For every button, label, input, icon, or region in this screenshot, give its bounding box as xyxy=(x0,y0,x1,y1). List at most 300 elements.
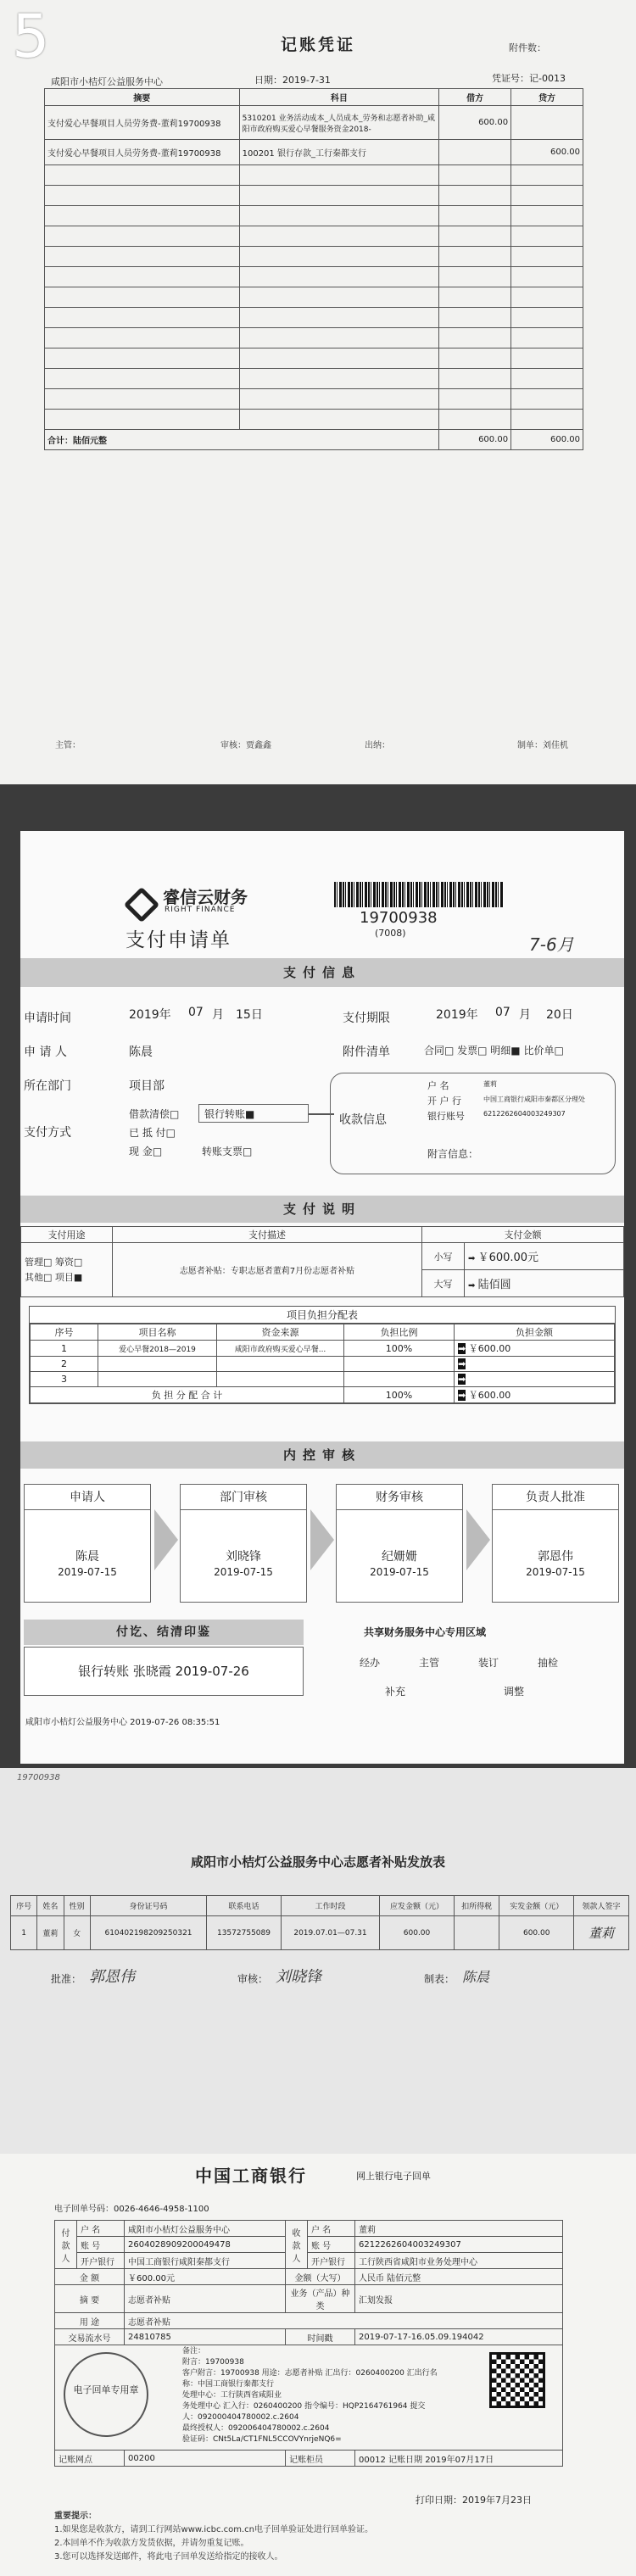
amount-big: 人民币 陆佰元整 xyxy=(355,2269,563,2285)
total-row xyxy=(45,430,583,450)
verify-row xyxy=(182,2434,559,2445)
empty-cell xyxy=(439,369,511,389)
empty-cell xyxy=(439,165,511,186)
attachments-label: 附件清单 xyxy=(343,1045,390,1059)
dept-label: 所在部门 xyxy=(24,1079,71,1093)
subsidy-title: 咸阳市小桔灯公益服务中心志愿者补贴发放表 xyxy=(190,1854,445,1870)
logo-text: 睿信云财务 xyxy=(163,887,248,907)
row-credit xyxy=(511,106,583,140)
apply-month: 07 xyxy=(188,1006,204,1019)
field-label: 开户银行 xyxy=(77,2253,125,2269)
subsidy-cell: 2019.07.01—07.31 xyxy=(281,1916,380,1950)
bottom-value: 2019年07月17日 xyxy=(425,2455,494,2465)
bank-name: 中国工商银行 xyxy=(195,2166,307,2186)
table-row xyxy=(55,2269,563,2285)
subsidy-cell: 600.00 xyxy=(380,1916,454,1950)
subsidy-cell: 600.00 xyxy=(499,1916,573,1950)
deadline-month: 07 xyxy=(495,1006,510,1019)
amount-header: 支付金额 xyxy=(422,1227,624,1243)
maker-signature: 陈晨 xyxy=(462,1969,490,1985)
section-internal-audit: 内控审核 xyxy=(20,1441,624,1469)
empty-cell xyxy=(45,308,240,328)
receive-info-label: 收款信息 xyxy=(339,1113,387,1127)
voucher-number: 凭证号：记-0013 xyxy=(492,73,566,84)
empty-cell xyxy=(511,186,583,206)
total-label: 合计：陆佰元整 xyxy=(45,430,439,450)
voucher-table xyxy=(44,88,583,450)
payer-bank: 中国工商银行咸阳秦都支行 xyxy=(125,2253,286,2269)
stamp-text: 银行转账 张晓霞 2019-07-26 xyxy=(24,1647,304,1696)
check-option: 转账支票□ xyxy=(202,1146,253,1157)
empty-cell xyxy=(439,410,511,430)
subsidy-header: 扣所得税 xyxy=(454,1896,499,1916)
empty-cell xyxy=(45,267,240,287)
review-label: 审核： xyxy=(237,1973,269,1985)
big-amount-cell xyxy=(465,1270,624,1297)
empty-cell xyxy=(439,267,511,287)
shared-role: 主管 xyxy=(419,1657,440,1669)
subsidy-cell: 610402198209250321 xyxy=(90,1916,207,1950)
flow-arrow-icon xyxy=(466,1509,490,1570)
use-options xyxy=(21,1243,113,1297)
field-label: 户 名 xyxy=(308,2221,355,2237)
empty-row xyxy=(45,369,583,389)
logo-icon xyxy=(124,887,159,923)
cashier-label: 出纳： xyxy=(365,741,390,750)
row-credit: 600.00 xyxy=(511,140,583,165)
empty-cell xyxy=(239,165,439,186)
time: 2019-07-17-16.05.09.194042 xyxy=(355,2329,563,2345)
subsidy-cell: 13572755089 xyxy=(207,1916,281,1950)
empty-cell xyxy=(511,389,583,410)
small-amount-cell xyxy=(465,1243,624,1270)
table-row xyxy=(55,2313,563,2329)
col-account: 科目 xyxy=(239,89,439,106)
bottom-value: 00012 xyxy=(359,2455,386,2465)
voucher-title: 记账凭证 xyxy=(280,36,355,54)
shared-role: 装订 xyxy=(478,1657,499,1669)
seal-text: 电子回单专用章 xyxy=(73,2384,139,2395)
empty-cell xyxy=(239,328,439,348)
alloc-header: 资金来源 xyxy=(217,1324,344,1341)
apply-time-label: 申请时间 xyxy=(24,1012,71,1025)
empty-cell xyxy=(239,247,439,267)
empty-cell xyxy=(45,287,240,308)
section-payment-desc: 支付说明 xyxy=(20,1196,624,1223)
shared-role: 经办 xyxy=(360,1657,381,1669)
flow-step-approver xyxy=(492,1484,619,1603)
amount-big-label: 金额（大写） xyxy=(286,2269,355,2285)
review-signature: 刘晓锋 xyxy=(276,1968,321,1986)
remark-label: 附言信息： xyxy=(427,1148,479,1160)
empty-cell xyxy=(439,389,511,410)
field-label: 账 号 xyxy=(308,2237,355,2253)
table-row xyxy=(55,2345,563,2451)
memo-line: 处理中心：工行陕西省咸阳业 xyxy=(182,2391,282,2400)
empty-row xyxy=(45,410,583,430)
apply-year: 2019年 xyxy=(129,1008,171,1022)
logo-sub: RIGHT FINANCE xyxy=(165,906,236,914)
serial-label: 交易流水号 xyxy=(55,2329,125,2345)
big-amount: 陆佰圆 xyxy=(477,1279,511,1291)
col-summary: 摘要 xyxy=(45,89,240,106)
table-row xyxy=(55,2329,563,2345)
empty-cell xyxy=(511,410,583,430)
memo-line: 客户附言：19700938 用途：志愿者补贴 汇出行：0260400200 汇出行名 xyxy=(182,2369,438,2378)
empty-cell xyxy=(239,389,439,410)
arrow-right-icon: ➡ xyxy=(458,1358,466,1369)
accounting-voucher-page xyxy=(0,0,636,784)
empty-cell xyxy=(45,186,240,206)
arrow-right-icon: ➡ xyxy=(458,1343,466,1354)
alloc-total-row xyxy=(31,1387,615,1403)
month-unit: 月 xyxy=(212,1008,224,1022)
empty-cell xyxy=(511,267,583,287)
row-account: 100201 银行存款_工行秦都支行 xyxy=(239,140,439,165)
table-row xyxy=(45,140,583,165)
empty-cell xyxy=(511,328,583,348)
flow-head: 财务审核 xyxy=(337,1485,462,1510)
empty-cell xyxy=(239,206,439,226)
alloc-cell xyxy=(98,1372,217,1387)
bottom-value: 00200 xyxy=(125,2451,286,2467)
alloc-table xyxy=(30,1324,615,1403)
subsidy-table-page xyxy=(0,1768,636,2154)
alloc-header: 序号 xyxy=(31,1324,98,1341)
total-credit: 600.00 xyxy=(511,430,583,450)
handwritten-note: 7-6月 xyxy=(529,934,574,955)
alloc-wrapper xyxy=(29,1306,616,1404)
payee-name: 董莉 xyxy=(483,1080,497,1088)
empty-cell xyxy=(239,308,439,328)
empty-cell xyxy=(439,186,511,206)
empty-row xyxy=(45,165,583,186)
col-credit: 贷方 xyxy=(511,89,583,106)
shared-role: 抽检 xyxy=(538,1657,559,1669)
payer-account: 2604028909200049478 xyxy=(125,2237,286,2253)
voucher-date: 日期：2019-7-31 xyxy=(254,75,331,86)
payment-request-page xyxy=(20,831,624,1764)
subsidy-header-row xyxy=(11,1896,629,1916)
flow-date: 2019-07-15 xyxy=(214,1566,273,1578)
barcode-image xyxy=(334,882,504,907)
approve-signature: 郭恩伟 xyxy=(89,1968,135,1986)
flow-date: 2019-07-15 xyxy=(58,1566,117,1578)
notes-title: 重要提示： xyxy=(54,2512,97,2521)
business-label: 业务（产品）种类 xyxy=(286,2285,355,2313)
qr-code-image xyxy=(489,2352,545,2408)
alloc-header: 负担金额 xyxy=(455,1324,615,1341)
alloc-cell: 100% xyxy=(344,1341,455,1357)
amount: ￥600.00元 xyxy=(125,2269,286,2285)
memo-line: 称：中国工商银行秦都支行 xyxy=(182,2380,275,2389)
alloc-cell xyxy=(344,1357,455,1372)
section-payment-info: 支付信息 xyxy=(20,958,624,987)
table-row xyxy=(45,106,583,140)
stamp-section-title: 付讫、结清印鉴 xyxy=(24,1620,304,1645)
empty-cell xyxy=(45,206,240,226)
empty-row xyxy=(45,308,583,328)
empty-cell xyxy=(439,206,511,226)
flow-head: 负责人批准 xyxy=(493,1485,618,1510)
empty-cell xyxy=(45,247,240,267)
row-summary: 支付爱心早餐项目人员劳务费-董莉19700938 xyxy=(45,140,240,165)
flow-step-applicant xyxy=(24,1484,151,1603)
subsidy-cell: 董莉 xyxy=(37,1916,64,1950)
empty-cell xyxy=(511,226,583,247)
method-label: 支付方式 xyxy=(24,1126,71,1140)
empty-cell xyxy=(511,247,583,267)
verify-label: 验证码： xyxy=(182,2435,214,2444)
alloc-cell: 3 xyxy=(31,1372,98,1387)
note-item: 3.您可以选择发送邮件，将此电子回单发送给指定的接收人。 xyxy=(54,2552,283,2562)
empty-cell xyxy=(439,247,511,267)
field-label: 户 名 xyxy=(77,2221,125,2237)
empty-cell xyxy=(511,308,583,328)
arrow-right-icon: ➡ xyxy=(468,1281,478,1291)
bottom-pair xyxy=(355,2451,563,2467)
amount-label: 金 额 xyxy=(55,2269,125,2285)
subsidy-cell: 董莉 xyxy=(573,1916,628,1950)
row-summary: 支付爱心早餐项目人员劳务费-董莉19700938 xyxy=(45,106,240,140)
empty-cell xyxy=(511,165,583,186)
empty-cell xyxy=(511,206,583,226)
payee-name: 董莉 xyxy=(355,2221,563,2237)
receipt-table xyxy=(54,2220,563,2467)
alloc-cell xyxy=(344,1372,455,1387)
business: 汇划发报 xyxy=(355,2285,563,2313)
arrow-right-icon: ➡ xyxy=(458,1390,466,1401)
alloc-header-row xyxy=(31,1324,615,1341)
alloc-total-pct: 100% xyxy=(344,1387,455,1403)
stamp-number: 19700938 xyxy=(17,1773,60,1782)
empty-cell xyxy=(239,410,439,430)
subsidy-header: 姓名 xyxy=(37,1896,64,1916)
flow-step-finance xyxy=(336,1484,463,1603)
barcode-number: 19700938 xyxy=(360,909,438,927)
note-item: 1.如果您是收款方，请到工行网站www.icbc.com.cn电子回单验证处进行回单验证。 xyxy=(54,2525,374,2534)
flow-step-dept xyxy=(180,1484,307,1603)
bank-receipt-page xyxy=(0,2154,636,2576)
applicant-label: 申 请 人 xyxy=(24,1045,67,1059)
form-title: 支付申请单 xyxy=(126,929,232,951)
empty-cell xyxy=(439,308,511,328)
memo-line: 附言：19700938 xyxy=(182,2358,244,2367)
summary: 志愿者补贴 xyxy=(125,2285,286,2313)
arrow-right-icon: ➡ xyxy=(468,1254,478,1263)
empty-cell xyxy=(239,287,439,308)
flow-name: 纪姗姗 xyxy=(382,1550,417,1564)
method-option: 已 抵 付□ xyxy=(129,1127,176,1139)
empty-row xyxy=(45,247,583,267)
payee-bank: 工行陕西省咸阳市业务处理中心 xyxy=(355,2253,563,2269)
applicant-name: 陈晨 xyxy=(129,1045,153,1059)
flow-head: 部门审核 xyxy=(181,1485,306,1510)
empty-cell xyxy=(239,226,439,247)
table-row xyxy=(31,1341,615,1357)
empty-cell xyxy=(45,226,240,247)
memo-label: 备注： xyxy=(182,2347,206,2356)
alloc-amount-cell xyxy=(455,1372,615,1387)
receipt-type: 网上银行电子回单 xyxy=(356,2171,431,2182)
payee-account: 6212262604003249307 xyxy=(355,2237,563,2253)
empty-row xyxy=(45,287,583,308)
subsidy-cell: 女 xyxy=(64,1916,90,1950)
use-line: 其他□ 项目■ xyxy=(25,1271,83,1283)
company-name: 咸阳市小桔灯公益服务中心 xyxy=(51,76,163,87)
payee-name-label: 户 名 xyxy=(427,1080,449,1091)
table-row xyxy=(55,2253,563,2269)
alloc-amount: ￥600.00 xyxy=(468,1343,511,1354)
use-line: 管理□ 筹资□ xyxy=(25,1256,83,1268)
print-info: 咸阳市小桔灯公益服务中心 2019-07-26 08:35:51 xyxy=(25,1718,220,1727)
alloc-cell: 咸阳市政府购买爱心早餐... xyxy=(217,1341,344,1357)
empty-cell xyxy=(45,165,240,186)
bank-transfer-option: 银行转账■ xyxy=(198,1104,309,1123)
empty-cell xyxy=(239,348,439,369)
empty-cell xyxy=(439,348,511,369)
print-date: 打印日期：2019年7月23日 xyxy=(416,2495,532,2506)
empty-cell xyxy=(239,369,439,389)
alloc-title: 项目负担分配表 xyxy=(30,1307,615,1324)
bottom-label: 记账网点 xyxy=(55,2451,125,2467)
table-row xyxy=(55,2451,563,2467)
flow-arrow-icon xyxy=(310,1509,334,1570)
subsidy-cell: 1 xyxy=(11,1916,37,1950)
empty-row xyxy=(45,389,583,410)
empty-rows xyxy=(45,165,583,430)
alloc-cell xyxy=(217,1357,344,1372)
payment-desc-table xyxy=(20,1226,624,1297)
alloc-header: 负担比例 xyxy=(344,1324,455,1341)
table-row xyxy=(31,1372,615,1387)
alloc-cell: 2 xyxy=(31,1357,98,1372)
supervisor-label: 主管： xyxy=(55,741,81,750)
memo-line: 人：092000404780002.c.2604 xyxy=(182,2413,299,2422)
notes xyxy=(54,2510,597,2564)
month-unit: 月 xyxy=(519,1008,531,1022)
alloc-cell: 爱心早餐2018—2019 xyxy=(98,1341,217,1357)
method-option: 借款清偿□ xyxy=(129,1108,180,1120)
receipt-no: 电子回单号码：0026-4646-4958-1100 xyxy=(54,2205,209,2214)
total-debit: 600.00 xyxy=(439,430,511,450)
dept-value: 项目部 xyxy=(129,1079,165,1093)
empty-row xyxy=(45,206,583,226)
big-label: 大写 xyxy=(422,1270,465,1297)
empty-cell xyxy=(45,389,240,410)
row-account: 5310201 业务活动成本_人员成本_劳务和志愿者补助_咸阳市政府购买爱心早餐服务资金2018- xyxy=(239,106,439,140)
alloc-cell xyxy=(98,1357,217,1372)
col-debit: 借方 xyxy=(439,89,511,106)
alloc-cell: 1 xyxy=(31,1341,98,1357)
deadline-year: 2019年 xyxy=(436,1008,478,1022)
subsidy-header: 应发金额（元） xyxy=(380,1896,454,1916)
subsidy-header: 性别 xyxy=(64,1896,90,1916)
table-row xyxy=(55,2237,563,2253)
desc-header: 支付描述 xyxy=(113,1227,422,1243)
alloc-total-label: 负 担 分 配 合 计 xyxy=(31,1387,344,1403)
table-row xyxy=(31,1357,615,1372)
summary-label: 摘 要 xyxy=(55,2285,125,2313)
use-header: 支付用途 xyxy=(21,1227,113,1243)
flow-head: 申请人 xyxy=(25,1485,150,1510)
row-debit xyxy=(439,140,511,165)
payee-bank-label: 开 户 行 xyxy=(427,1096,461,1107)
verify-code: CNt5La/CT1FNL5CCOVYnrjeNQ6= xyxy=(213,2435,342,2444)
page-number: 5 xyxy=(12,2,50,71)
field-label: 账 号 xyxy=(77,2237,125,2253)
payee-account: 6212262604003249307 xyxy=(483,1110,566,1118)
row-debit: 600.00 xyxy=(439,106,511,140)
attachment-count-label: 附件数： xyxy=(509,42,546,53)
empty-row xyxy=(45,328,583,348)
memo-cell xyxy=(55,2345,563,2451)
payee-label: 收款人 xyxy=(286,2221,308,2269)
field-label: 开户银行 xyxy=(308,2253,355,2269)
subsidy-header: 身份证号码 xyxy=(90,1896,207,1916)
empty-cell xyxy=(511,348,583,369)
maker-label: 制单：刘佳机 xyxy=(517,741,568,750)
memo-line: 最终授权人：092006404780002.c.2604 xyxy=(182,2424,330,2433)
sub-number: (7008) xyxy=(375,928,406,939)
payer-label: 付款人 xyxy=(55,2221,77,2269)
empty-cell xyxy=(439,287,511,308)
empty-cell xyxy=(439,328,511,348)
bottom-label: 记账柜员 xyxy=(286,2451,355,2467)
alloc-cell xyxy=(217,1372,344,1387)
small-amount: ￥600.00元 xyxy=(477,1252,539,1264)
auditor-label: 审核：贾鑫鑫 xyxy=(220,741,271,750)
empty-cell xyxy=(511,287,583,308)
flow-name: 陈晨 xyxy=(75,1550,99,1564)
empty-row xyxy=(45,226,583,247)
empty-cell xyxy=(45,369,240,389)
attachment-options: 合同□ 发票□ 明细■ 比价单□ xyxy=(424,1045,564,1057)
approve-label: 批准： xyxy=(51,1973,82,1985)
empty-cell xyxy=(45,410,240,430)
bottom-label: 记账日期 xyxy=(388,2455,422,2465)
subsidy-header: 序号 xyxy=(11,1896,37,1916)
pay-deadline-label: 支付期限 xyxy=(343,1012,390,1025)
alloc-total-cell xyxy=(455,1387,615,1403)
method-option: 现 金□ xyxy=(129,1146,163,1157)
note-item: 2.本回单不作为收款方发货依据，并请勿重复记账。 xyxy=(54,2539,249,2548)
flow-name: 刘晓锋 xyxy=(226,1550,261,1564)
alloc-total-amt: ￥600.00 xyxy=(468,1390,511,1401)
subsidy-header: 领款人签字 xyxy=(573,1896,628,1916)
empty-cell xyxy=(511,369,583,389)
alloc-amount-cell xyxy=(455,1357,615,1372)
empty-row xyxy=(45,348,583,369)
subsidy-table xyxy=(10,1895,629,1950)
memo-line: 务处理中心 汇入行：0260400200 指令编号：HQP2164761964 提交 xyxy=(182,2402,426,2411)
flow-arrow-icon xyxy=(154,1509,178,1570)
empty-cell xyxy=(239,186,439,206)
time-label: 时间戳 xyxy=(286,2329,355,2345)
apply-day: 15日 xyxy=(236,1008,263,1022)
table-row xyxy=(55,2221,563,2237)
subsidy-cell xyxy=(454,1916,499,1950)
seal-stamp xyxy=(64,2352,148,2437)
empty-cell xyxy=(439,226,511,247)
maker-label: 制表： xyxy=(424,1973,455,1985)
payee-account-label: 银行账号 xyxy=(427,1111,465,1122)
payee-bank: 中国工商银行咸阳市秦都区分理处 xyxy=(483,1096,585,1103)
payer-name: 咸阳市小桔灯公益服务中心 xyxy=(125,2221,286,2237)
small-label: 小写 xyxy=(422,1243,465,1270)
subsidy-header: 工作时段 xyxy=(281,1896,380,1916)
empty-row xyxy=(45,267,583,287)
